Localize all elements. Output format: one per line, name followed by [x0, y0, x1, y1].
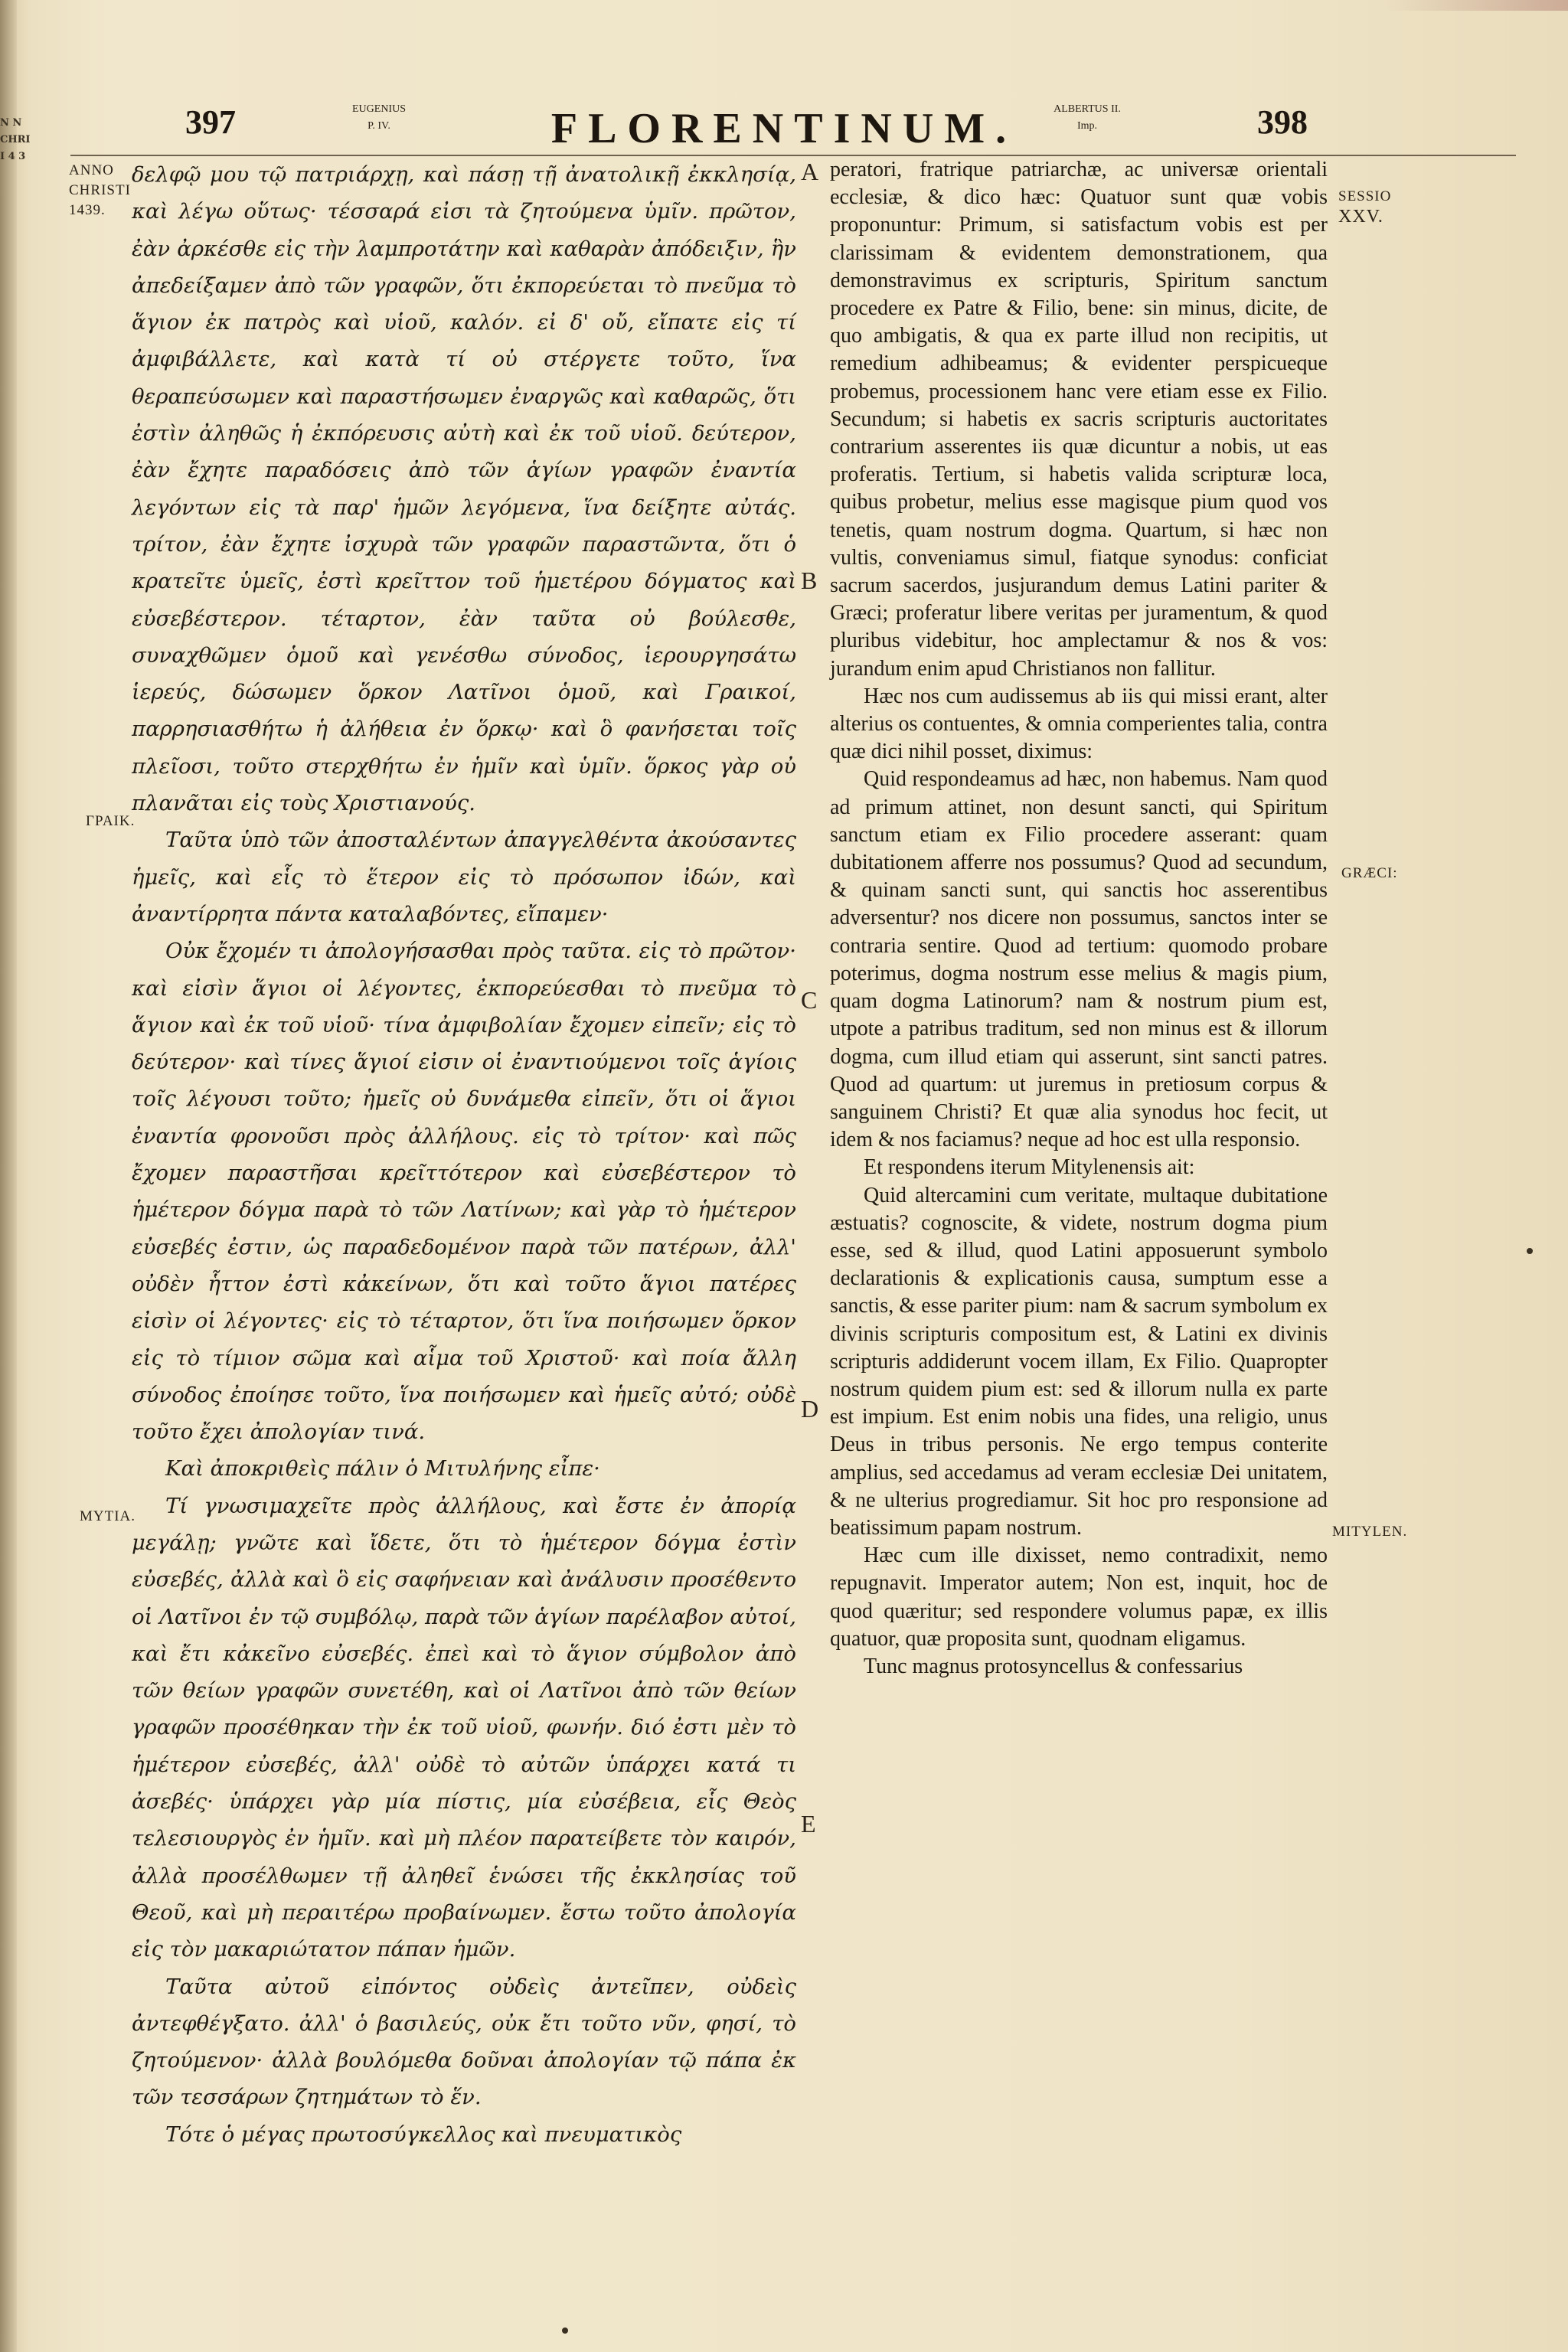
margin-line: ANNO: [69, 162, 114, 178]
latin-paragraph: Quid respondeamus ad hæc, non habemus. Nam quod ad primum attinet, non desunt sancti, qui Spiritum sanctum etiam ex Filio procedere asserant: quam dubitationem afferre nos possumus? Quod ad secundum, & quinam sancti sunt, qui sanctis hoc asserentibus adversentur? nos dicere non possumus, sanctos inter se contraria sentire. Quod ad tertium: quomodo probare poterimus, dogma nostrum esse melius & magis pium, quam dogma Latinorum? nam & nostrum pium est, utpote a patribus traditum, sed non minus est & illorum dogma, cum illud etiam qui asserunt, sint sancti patres. Quod ad quartum: ut juremus in pretiosum corpus & sanguinem Christi? Et quæ alia synodus hoc fecit, ut idem & nos faciamus? neque ad hoc est ulla responsio.: [830, 767, 1328, 1152]
latin-paragraph: Tunc magnus protosyncellus & confessarius: [864, 1654, 1243, 1678]
greek-paragraph: δελφῷ μου τῷ πατριάρχῃ, καὶ πάσῃ τῇ ἀνατολικῇ ἐκκλησίᾳ, καὶ λέγω οὕτως· τέσσαρά εἰσι τὰ ζητούμενα ὑμῖν. πρῶτον, ἐὰν ἀρκέσθε εἰς τὴν λαμπροτάτην καὶ καθαρὰν ἀπόδειξιν, ἣν ἀπεδείξαμεν ἀπὸ τῶν γραφῶν, ὅτι ἐκπορεύεται τὸ πνεῦμα τὸ ἅγιον ἐκ πατρὸς καὶ υἱοῦ, καλόν. εἰ δ' οὔ, εἴπατε εἰς τί ἀμφιβάλλετε, καὶ κατὰ τί οὐ στέργετε τοῦτο, ἵνα θεραπεύσωμεν καὶ παραστήσωμεν ἐναργῶς καὶ καθαρῶς, ὅτι ἐστὶν ἀληθῶς ἡ ἐκπόρευσις αὐτὴ καὶ ἐκ τοῦ υἱοῦ. δεύτερον, ἐὰν ἔχητε παραδόσεις ἀπὸ τῶν ἁγίων γραφῶν ἐναντία λεγόντων εἰς τὰ παρ' ἡμῶν λεγόμενα, ἵνα δείξητε αὐτάς. τρίτον, ἐὰν ἔχητε ἰσχυρὰ τῶν γραφῶν παραστῶντα, ὅτι ὁ κρατεῖτε ὑμεῖς, ἐστὶ κρεῖττον τοῦ ἡμετέρου δόγματος καὶ εὐσεβέστερον. τέταρτον, ἐὰν ταῦτα οὐ βούλεσθε, συναχθῶμεν ὁμοῦ καὶ γενέσθω σύνοδος, ἱερουργησάτω ἱερεύς, δώσωμεν ὅρκον Λατῖνοι ὁμοῦ, καὶ Γραικοί, παρρησιασθήτω ἡ ἀλήθεια ἐν ὅρκῳ· καὶ ὃ φανήσεται τοῖς πλεῖοσι, τοῦτο στερχθήτω ἐν ἡμῖν καὶ ὑμῖν. ὅρκος γὰρ οὐ πλανᾶται εἰς τοὺς Χριστιανούς.: [132, 162, 796, 816]
latin-text-column: [830, 156, 1328, 2216]
latin-paragraph: Quid altercamini cum veritate, multaque dubitatione æstuatis? cognoscite, & videte, nostrum dogma pium esse, sed & illud, quod Latini apposuerunt symbolo declarationis & explicationis causa, sumptum esse a sanctis, & esse pariter pium: nam & sacrum symbolum ex divinis scripturis compositum est, & Latini ex divinis scripturis addiderunt vocem illam, Ex Filio. Quapropter nostrum quidem pium est: sed & illorum nulla ex parte est impium. Est enim nobis una fides, una religio, unus Deus in tribus personis. Ne ergo tempus conterite amplius, sed accedamus ad veram ecclesiæ Dei unitatem, & ne ulterius progrediamur. Sit hoc pro responsione ad beatissimum papam nostrum.: [830, 1183, 1328, 1540]
greek-paragraph: Οὐκ ἔχομέν τι ἀπολογήσασθαι πρὸς ταῦτα. εἰς τὸ πρῶτον· καὶ εἰσὶν ἅγιοι οἱ λέγοντες, ἐκπορεύεσθαι τὸ πνεῦμα τὸ ἅγιον καὶ ἐκ τοῦ υἱοῦ· τίνα ἀμφιβολίαν ἔχομεν εἰπεῖν; εἰς τὸ δεύτερον· καὶ τίνες ἅγιοί εἰσιν οἱ ἐναντιούμενοι τοῖς ἁγίοις τοῖς λέγουσι τοῦτο; ἡμεῖς οὐ δυνάμεθα εἰπεῖν, ὅτι οἱ ἅγιοι ἐναντία φρονοῦσι πρὸς ἀλλήλους. εἰς τὸ τρίτον· καὶ πῶς ἔχομεν παραστῆσαι κρεῖττότερον καὶ εὐσεβέστερον τὸ ἡμέτερον δόγμα παρὰ τὸ τῶν Λατίνων; καὶ γὰρ τὸ ἡμέτερον εὐσεβές ἐστιν, ὡς παραδεδομένον παρὰ τῶν πατέρων, ἀλλ' οὐδὲν ἧττον ἐστὶ κἀκείνων, ὅτι καὶ τοῦτο ἅγιοι πατέρες εἰσὶν οἱ λέγοντες· εἰς τὸ τέταρτον, ὅτι ἵνα ποιήσωμεν ὅρκον εἰς τὸ τίμιον σῶμα καὶ αἷμα τοῦ Χριστοῦ· καὶ ποία ἄλλη σύνοδος ἐποίησε τοῦτο, ἵνα ποιήσωμεν καὶ ἡμεῖς αὐτό; οὐδὲ τοῦτο ἔχει ἀπολογίαν τινά.: [132, 939, 796, 1445]
running-title: FLORENTINUM.: [550, 105, 1018, 152]
greek-paragraph: Καὶ ἀποκριθεὶς πάλιν ὁ Μιτυλήνης εἶπε·: [165, 1456, 600, 1481]
edge-fragment-line: N N: [0, 117, 22, 129]
page-corner-shadow: [1384, 0, 1568, 11]
margin-line: SESSIO: [1338, 188, 1392, 204]
right-subhead-line: ALBERTUS II.: [1054, 103, 1121, 115]
section-letter-a: A: [801, 158, 819, 185]
greek-text-column: [132, 156, 796, 2199]
margin-speaker-mitylen: MITYLEN.: [1332, 1524, 1408, 1540]
ink-speck: [1527, 1248, 1533, 1254]
margin-anno-christi: [69, 161, 131, 220]
margin-line: CHRISTI: [69, 182, 131, 198]
greek-paragraph: Τί γνωσιμαχεῖτε πρὸς ἀλλήλους, καὶ ἔστε ἐν ἀπορίᾳ μεγάλῃ; γνῶτε καὶ ἴδετε, ὅτι τὸ ἡμέτερον δόγμα ἐστὶν εὐσεβές, ἀλλὰ καὶ ὃ εἰς σαφήνειαν καὶ ἀνάλυσιν προσέθεντο οἱ Λατῖνοι ἐν τῷ συμβόλῳ, παρὰ τῶν ἁγίων παρέλαβον αὐτοί, καὶ ἔτι κἀκεῖνο εὐσεβές. ἐπεὶ καὶ τὸ ἅγιον σύμβολον ἀπὸ τῶν θείων γραφῶν συνετέθη, καὶ οἱ Λατῖνοι ἀπὸ τῶν θείων γραφῶν προσέθηκαν τὴν ἐκ τοῦ υἱοῦ, φωνήν. διό ἐστι μὲν τὸ ἡμέτερον εὐσεβές, ἀλλ' οὐδὲ τὸ αὐτῶν ὑπάρχει κατά τι ἀσεβές· ὑπάρχει γὰρ μία πίστις, μία εὐσέβεια, εἷς Θεὸς τελεσιουργὸς ἐν ἡμῖν. καὶ μὴ πλέον παρατείβετε τὸν καιρόν, ἀλλὰ προσέλθωμεν τῇ ἀληθεῖ ἑνώσει τῆς ἐκκλησίας τοῦ Θεοῦ, καὶ μὴ περαιτέρω προβαίνωμεν. ἔστω τοῦτο ἀπολογία εἰς τὸν μακαριώτατον πάπαν ἡμῶν.: [132, 1493, 797, 1962]
left-subhead-line: EUGENIUS: [352, 103, 406, 115]
margin-sessio: [1338, 187, 1391, 227]
ink-speck: [562, 2328, 568, 2334]
right-subhead-line: Imp.: [1076, 120, 1098, 132]
left-page-number: 397: [185, 103, 236, 141]
greek-paragraph: Τότε ὁ μέγας πρωτοσύγκελλος καὶ πνευματικὸς: [165, 2122, 682, 2147]
binding-edge: [0, 0, 31, 2352]
margin-speaker-graeci: GRÆCI:: [1341, 865, 1398, 881]
section-letter-b: B: [801, 567, 818, 594]
latin-paragraph: Hæc nos cum audissemus ab iis qui missi erant, alter alterius os contuentes, & omnia comperientes talia, contra quæ dici nihil posset, diximus:: [830, 684, 1328, 764]
right-subhead: [1026, 101, 1148, 135]
latin-paragraph: peratori, fratrique patriarchæ, ac universæ orientali ecclesiæ, & dico hæc: Quatuor sunt quæ vobis proponuntur: Primum, si satisfactum vobis est per clarissimam & evidentem demonstrationem, qua demonstravimus ex scripturis, Spiritum sanctum procedere ex Patre & Filio, bene: sin minus, dicite, de quo ambigatis, & qua ex parte illud non recipitis, ut remedium adhibeamus; & evidenter perspicueque probemus, processionem hanc vere etiam esse ex Filio. Secundum; si habetis ex sacris scripturis auctoritates contrarium asserentes iis quæ dicuntur a nobis, ut eas proferatis. Tertium, si habetis valida scripturæ loca, quibus probetur, melius esse magisque pium quod vos tenetis, quam nostrum dogma. Quartum, si hæc non vultis, conveniamus simul, fiatque synodus: conficiat sacrum sacerdos, jusjurandum demus Latini pariter & Græci; proferatur libere veritas per juramentum, & quod pluribus videbitur, hoc amplectamur & nos & vos: jurandum enim apud Christianos non fallitur.: [830, 158, 1328, 681]
latin-paragraph: Hæc cum ille dixisset, nemo contradixit, nemo repugnavit. Imperator autem; Non est, inquit, hoc de quod quæritur; sed respondere volumus papæ, ex illis quatuor, quæ proposita sunt, quodnam eligamus.: [830, 1544, 1328, 1651]
margin-speaker-mytia: ΜΥΤΙΑ.: [80, 1508, 136, 1524]
margin-speaker-graik: ΓΡΑΙΚ.: [86, 813, 136, 829]
greek-paragraph: Ταῦτα αὐτοῦ εἰπόντος οὐδεὶς ἀντεῖπεν, οὐδεὶς ἀντεφθέγξατο. ἀλλ' ὁ βασιλεύς, οὐκ ἔτι τοῦτο νῦν, φησί, τὸ ζητούμενον· ἀλλὰ βουλόμεθα δοῦναι ἀπολογίαν τῷ πάπα ἐκ τῶν τεσσάρων ζητημάτων τὸ ἕν.: [132, 1974, 796, 2110]
section-letter-e: E: [801, 1810, 816, 1838]
left-subhead: [329, 101, 429, 135]
right-page-number: 398: [1257, 103, 1308, 141]
margin-line: XXV.: [1338, 207, 1383, 227]
section-letter-d: D: [801, 1395, 819, 1423]
edge-fragment-line: CHRI: [0, 134, 31, 145]
latin-paragraph: Et respondens iterum Mitylenensis ait:: [864, 1155, 1195, 1180]
edge-fragment-line: I 4 3: [0, 151, 26, 162]
greek-paragraph: Ταῦτα ὑπὸ τῶν ἀποσταλέντων ἀπαγγελθέντα ἀκούσαντες ἡμεῖς, καὶ εἷς τὸ ἕτερον εἰς τὸ πρόσωπον ἰδών, καὶ ἀναντίρρητα πάντα καταλαβόντες, εἴπαμεν·: [132, 828, 796, 926]
left-subhead-line: P. IV.: [368, 120, 390, 132]
margin-line: 1439.: [69, 202, 106, 218]
section-letter-c: C: [801, 986, 818, 1014]
